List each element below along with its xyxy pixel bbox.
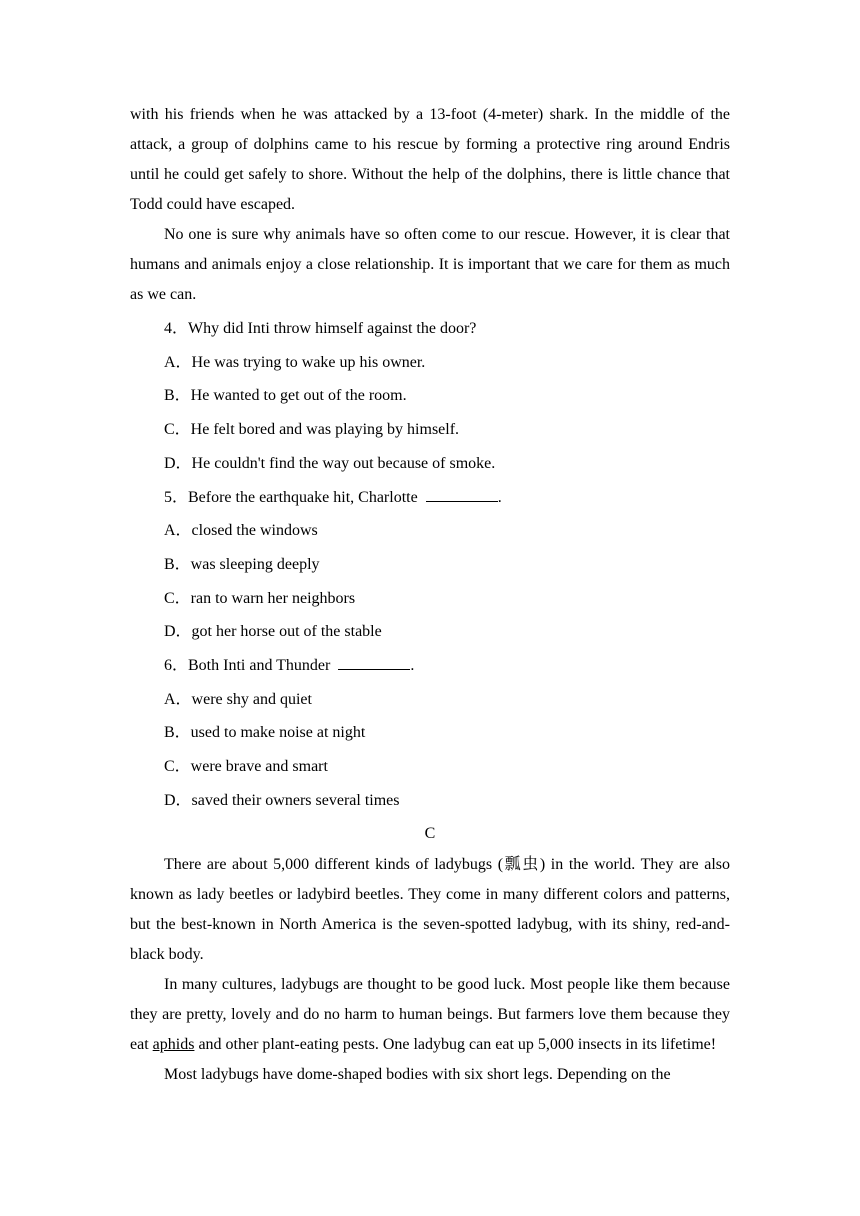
question-stem bbox=[130, 481, 730, 515]
question-4 bbox=[130, 312, 730, 481]
question-stem-text: 5．Before the earthquake hit, Charlotte bbox=[164, 488, 418, 506]
option-a: A．He was trying to wake up his owner. bbox=[164, 353, 426, 371]
passage-c-paragraph-1: There are about 5,000 different kinds of ladybugs (瓢虫) in the world. They are also known as lady beetles or ladybird beetles. They come in many different colors and patterns, but the best-known in North America is the seven-spotted ladybug, with its shiny, red-and-black body. bbox=[130, 855, 730, 963]
document-page bbox=[130, 100, 730, 1090]
option-a: A．closed the windows bbox=[164, 522, 318, 540]
answer-blank bbox=[338, 654, 410, 670]
underlined-word: aphids bbox=[152, 1035, 195, 1053]
option-d: D．got her horse out of the stable bbox=[164, 623, 382, 641]
option-b: B．He wanted to get out of the room. bbox=[164, 387, 407, 405]
question-6 bbox=[130, 649, 730, 818]
question-stem-end: . bbox=[497, 488, 502, 506]
section-heading-c: C bbox=[424, 824, 436, 842]
paragraph-text: and other plant-eating pests. One ladybug can eat up 5,000 insects in its lifetime! bbox=[194, 1035, 717, 1053]
option-a: A．were shy and quiet bbox=[164, 690, 312, 708]
question-5 bbox=[130, 481, 730, 650]
question-stem-text: 6．Both Inti and Thunder bbox=[164, 657, 331, 675]
option-c: C．were brave and smart bbox=[164, 758, 328, 776]
option-b: B．was sleeping deeply bbox=[164, 555, 320, 573]
question-stem-end: . bbox=[410, 657, 415, 675]
option-d: D．saved their owners several times bbox=[164, 791, 400, 809]
option-c: C．ran to warn her neighbors bbox=[164, 589, 356, 607]
option-c: C．He felt bored and was playing by himself. bbox=[164, 421, 460, 439]
question-stem: 4．Why did Inti throw himself against the door? bbox=[164, 320, 477, 337]
question-stem bbox=[130, 649, 730, 683]
passage-b-paragraph-1: with his friends when he was attacked by a 13-foot (4-meter) shark. In the middle of the attack, a group of dolphins came to his rescue by forming a protective ring around Endris until he could get safely to shore. Without the help of the dolphins, there is little chance that Todd could have escaped. bbox=[130, 106, 730, 213]
option-d: D．He couldn't find the way out because of smoke. bbox=[164, 454, 496, 472]
paragraph-text: In many cultures, ladybugs are thought to be good luck. Most people like them because they are pretty, lovely and do no harm to human beings. But farmers love them because they eat bbox=[130, 975, 730, 1053]
option-b: B．used to make noise at night bbox=[164, 724, 366, 742]
passage-c-paragraph-2 bbox=[130, 970, 730, 1060]
answer-blank bbox=[426, 486, 498, 502]
passage-b-paragraph-2: No one is sure why animals have so often come to our rescue. However, it is clear that humans and animals enjoy a close relationship. It is important that we care for them as much as we can. bbox=[130, 226, 730, 303]
passage-c-paragraph-3: Most ladybugs have dome-shaped bodies with six short legs. Depending on the bbox=[164, 1065, 671, 1083]
